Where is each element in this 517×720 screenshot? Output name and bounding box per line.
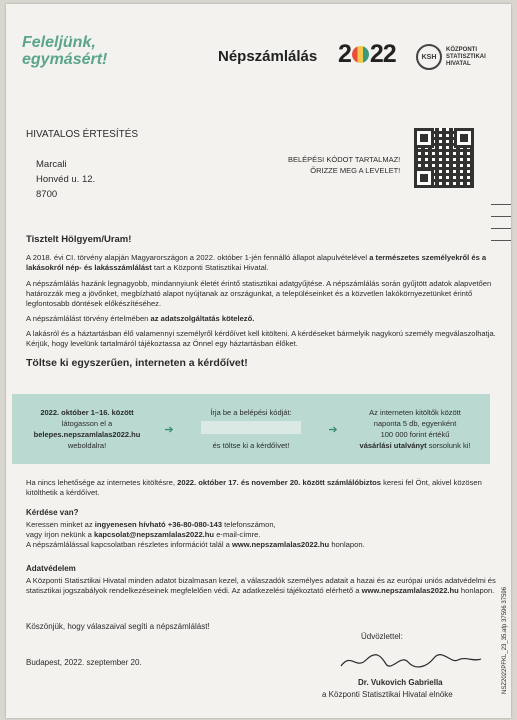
- alt-text: Ha nincs lehetősége az internetes kitöltésre,: [26, 478, 178, 487]
- phone-text-end: telefonszámon,: [222, 520, 276, 529]
- step-visit-website: [12, 407, 162, 451]
- email-text-end: e-mail-címre.: [214, 530, 261, 540]
- ksh-name-line-3: HIVATAL: [446, 60, 471, 67]
- paragraph-mandatory: [26, 314, 496, 324]
- steps-panel: [12, 394, 490, 464]
- questions-heading: Kérdése van?: [26, 508, 79, 517]
- step3-line-1: Az interneten kitöltők között: [369, 408, 461, 417]
- phone-text: Keressen minket az: [26, 520, 95, 529]
- step3-line-4: [340, 440, 490, 451]
- year-digit-left: 2: [338, 40, 351, 68]
- paragraph-household: A lakásról és a háztartásban élő valamennyi személyről kérdőívet kell kitölteni. A kérdéseket bármelyik nagykorú személy megválaszolhatja. Kérjük, hogy levelünk tartalmáról tájékoztassa az Önnel egy háztartásban élőket.: [26, 329, 496, 349]
- thanks-line: Köszönjük, hogy válaszaival segíti a népszámlálást!: [26, 622, 210, 631]
- intro-text-end: tart a Központi Statisztikai Hivatal.: [151, 263, 269, 273]
- address-line-1: Marcali: [36, 159, 67, 170]
- signer-role: a Központi Statisztikai Hivatal elnöke: [322, 690, 453, 699]
- year-digits-right: 22: [369, 40, 396, 68]
- place-and-date: Budapest, 2022. szeptember 20.: [26, 658, 142, 667]
- ksh-logo-icon: KSH: [416, 44, 442, 70]
- qr-finder-icon: [414, 168, 434, 188]
- step1-text: látogasson el a: [61, 419, 113, 428]
- step1-text-end: weboldalra!: [67, 441, 107, 450]
- step3-line-2: naponta 5 db, egyenként: [373, 419, 457, 428]
- intro-text: A 2018. évi CI. törvény alapján Magyarországon a 2022. október 1-jén fennálló állapot alapulvételével: [26, 253, 370, 262]
- web-text-end: honlapon.: [329, 540, 365, 550]
- web-text: A népszámlálással kapcsolatban részletes információt talál a: [26, 540, 232, 550]
- step3-voucher: vásárlási utalványt: [359, 441, 427, 450]
- address-line-3: 8700: [36, 189, 58, 200]
- arrow-right-icon: ➔: [164, 423, 174, 436]
- privacy-text: [26, 576, 496, 596]
- handwritten-signature: [336, 650, 486, 672]
- address-line-2: Honvéd u. 12.: [36, 174, 96, 185]
- step-prize-draw: [340, 407, 490, 451]
- arrow-right-icon: ➔: [328, 423, 338, 436]
- fold-mark: [491, 228, 511, 229]
- slogan-line-2: egymásért!: [22, 51, 108, 68]
- step2-text: Írja be a belépési kódját:: [210, 408, 292, 417]
- ksh-name: [446, 47, 486, 68]
- qr-finder-icon: [454, 128, 474, 148]
- email-address: kapcsolat@nepszamlalas2022.hu: [93, 530, 215, 540]
- paragraph-importance: A népszámlálás hazánk legnagyobb, mindannyiunk életét érintő statisztikai adatgyűjtése. A népszámlálás során gyűjtött adatok alapvetően határozzák meg a jövőnket, megbízható alapot nyújtanak az országunkat, a településeinket és a közvetlen lakókörnyezetünket érintő legfontosabb döntések előkészítéséhez.: [26, 279, 492, 309]
- alt-bold: 2022. október 17. és november 20. között számlálóbiztos: [177, 478, 381, 487]
- document-code: NSZ2022PFKL_23_35.afp 37596 37596: [502, 586, 508, 694]
- signer-name: Dr. Vukovich Gabriella: [358, 678, 443, 687]
- step-enter-code: [176, 407, 326, 451]
- notice-line-2: ŐRIZZE MEG A LEVELET!: [310, 166, 401, 175]
- contact-info: [26, 520, 496, 551]
- notice-line-1: BELÉPÉSI KÓDOT TARTALMAZ!: [288, 155, 401, 164]
- greeting: Tisztelt Hölgyem/Uram!: [26, 234, 132, 245]
- ksh-name-line-2: STATISZTIKAI: [446, 53, 486, 60]
- ksh-name-line-1: KÖZPONTI: [446, 46, 477, 53]
- mandatory-text: A népszámlálást törvény értelmében: [26, 314, 151, 323]
- slogan-line-1: Feleljünk,: [22, 34, 96, 51]
- phone-number: ingyenesen hívható +36-80-080-143: [94, 520, 223, 529]
- paragraph-alternative: [26, 478, 496, 498]
- closing: Üdvözlettel:: [361, 632, 403, 641]
- campaign-slogan: [22, 34, 107, 68]
- step1-date: 2022. október 1–16. között: [40, 408, 134, 417]
- mandatory-bold: az adatszolgáltatás kötelező.: [150, 314, 255, 323]
- qr-finder-icon: [414, 128, 434, 148]
- step3-text-end: sorsolunk ki!: [426, 441, 471, 450]
- alt-text-end: keresi fel Önt, akivel közösen kitölthetik a kérdőívet.: [26, 478, 482, 498]
- letter-page: [6, 4, 511, 718]
- privacy-heading: Adatvédelem: [26, 564, 76, 573]
- fold-mark: [491, 204, 511, 205]
- email-text: vagy írjon nekünk a: [26, 530, 94, 540]
- step2-text-end: és töltse ki a kérdőívet!: [212, 441, 290, 450]
- step3-line-3: 100 000 forint értékű: [380, 430, 450, 439]
- access-code-field: [201, 421, 301, 434]
- contact-phone-line: [26, 520, 496, 530]
- recipient-address: [36, 157, 95, 202]
- privacy-url: www.nepszamlalas2022.hu: [361, 586, 459, 596]
- paragraph-intro: [26, 253, 496, 273]
- census-label: Népszámlálás: [218, 48, 318, 65]
- fold-mark: [491, 216, 511, 217]
- qr-code-icon: [414, 128, 474, 188]
- intro-bold: a természetes személyekről és a lakásokról nép- és lakásszámlálást: [26, 253, 487, 273]
- official-notice-title: HIVATALOS ÉRTESÍTÉS: [26, 129, 139, 140]
- access-code-notice: [288, 154, 400, 176]
- web-url: www.nepszamlalas2022.hu: [231, 540, 330, 550]
- privacy-body-end: honlapon.: [458, 586, 495, 596]
- census-year-logo: [338, 40, 396, 69]
- fold-mark: [491, 240, 511, 241]
- privacy-body: A Központi Statisztikai Hivatal minden adatot bizalmasan kezel, a válaszadók személyes adatait a hazai és az európai uniós adatvédelmi és statisztikai jogszabályok rendelkezéseinek megfelelően védi. Az adatkezelési tájékoztató elérhető a: [26, 576, 496, 596]
- contact-web-line: [26, 540, 496, 550]
- colored-zero-icon: [352, 46, 369, 63]
- contact-email-line: [26, 530, 496, 540]
- step1-url: belepes.nepszamlalas2022.hu: [33, 430, 141, 439]
- call-to-action: Töltse ki egyszerűen, interneten a kérdőívet!: [26, 357, 248, 369]
- ksh-logo-block: [416, 44, 486, 70]
